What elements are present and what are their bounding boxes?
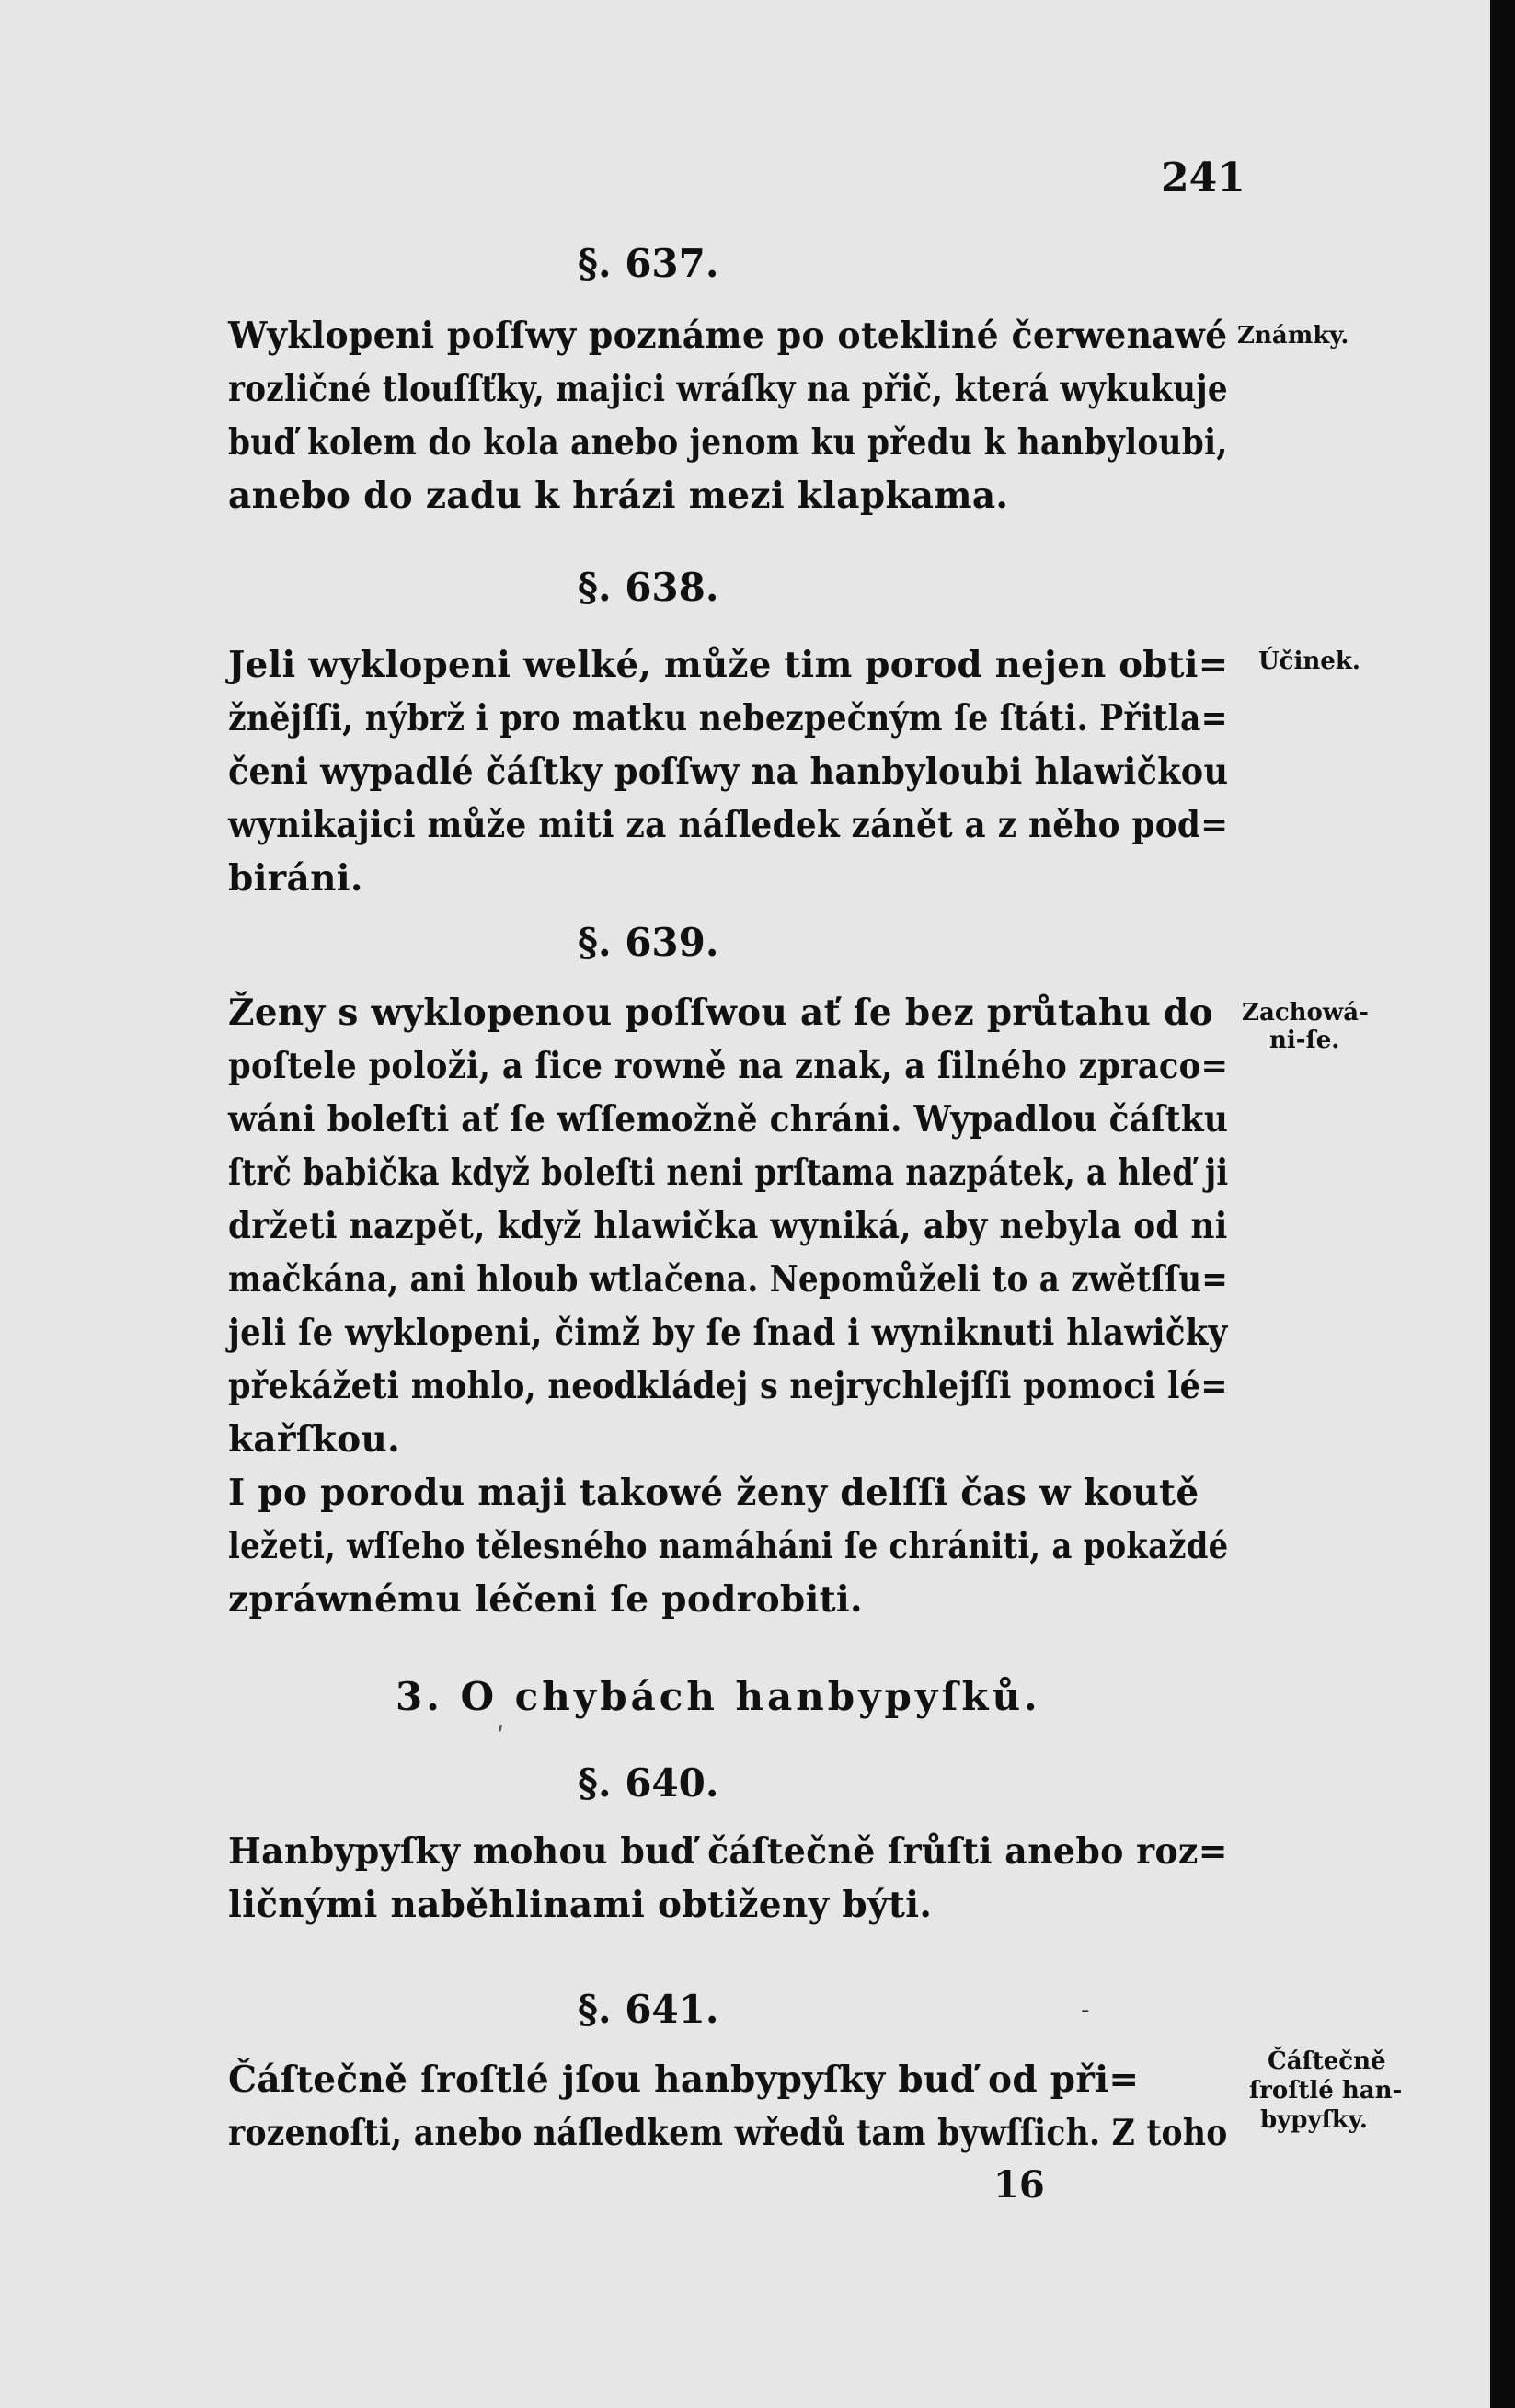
text-line: mačkána, ani hloub wtlačena. Nepomůželi to a zwětſſu= [228,1258,1229,1301]
margin-note-zachowani-2: ni-ſe. [1269,1026,1340,1054]
text-line: Čáſtečně ſroſtlé jſou hanbypyſky buď od při= [228,2058,1140,2101]
section-heading-641: §. 641. [578,1987,719,2032]
margin-note-znamky: Známky. [1237,322,1349,350]
signature-mark: 16 [993,2163,1045,2207]
text-line: biráni. [228,857,363,900]
text-line: překážeti mohlo, neodkládej s nejrychlejſſi pomoci lé= [228,1365,1228,1407]
text-line: buď kolem do kola anebo jenom ku předu k hanbyloubi, [228,421,1228,464]
text-line: Wyklopeni poſſwy poznáme po otekliné čerwenawé [228,315,1228,357]
text-line: wynikajici může miti za náſledek zánět a z něho pod= [228,804,1229,846]
page-number: 241 [1161,155,1245,201]
margin-note-zachowani-1: Zachowá- [1242,999,1369,1026]
text-line: čeni wypadlé čáſtky poſſwy na hanbyloubi hlawičkou [228,751,1229,793]
text-line: ličnými naběhlinami obtiženy býti. [228,1884,933,1926]
stray-mark: ʹ [497,1722,505,1754]
text-line: anebo do zadu k hrázi mezi klapkama. [228,475,1009,517]
section-heading-639: §. 639. [578,920,719,965]
scan-border [1490,0,1515,2408]
text-line: poſtele položi, a ſice rowně na znak, a ſilného zpraco= [228,1045,1229,1087]
text-line: žnějſſi, nýbrž i pro matku nebezpečným ſe ſtáti. Přitla= [228,697,1228,740]
section-heading-640: §. 640. [578,1760,719,1806]
text-line: Hanbypyſky mohou buď čáſtečně ſrůſti anebo roz= [228,1830,1228,1873]
margin-note-castecne-3: bypyſky. [1260,2106,1368,2134]
text-line: ſtrč babička když boleſti neni prſtama nazpátek, a hleď ji [228,1152,1229,1194]
section-heading-637: §. 637. [578,241,719,286]
text-line: I po porodu maji takowé ženy delſſi čas w koutě [228,1472,1199,1514]
text-line: rozličné tlouſſťky, majici wráſky na přič, která wykukuje [228,368,1228,410]
section-heading-638: §. 638. [578,565,719,610]
margin-note-castecne-2: ſroſtlé han- [1249,2077,1403,2104]
text-line: jeli ſe wyklopeni, čimž by ſe ſnad i wyniknuti hlawičky [228,1312,1228,1354]
margin-note-ucinek: Účinek. [1258,648,1360,675]
text-line: Ženy s wyklopenou poſſwou ať ſe bez průtahu do [228,992,1213,1034]
chapter-heading: 3. O chybách hanbypyſků. [396,1674,1041,1719]
text-line: držeti nazpět, když hlawička wyniká, aby nebyla od ni [228,1205,1228,1247]
text-line: ležeti, wſſeho tělesného namáháni ſe chrániti, a pokaždé [228,1525,1229,1567]
text-line: rozenoſti, anebo náſledkem wředů tam bywſſich. Z toho [228,2112,1228,2154]
text-line: zpráwnému léčeni ſe podrobiti. [228,1578,863,1621]
stray-mark: - [1081,1994,1090,2024]
text-line: kařſkou. [228,1418,400,1461]
text-line: Jeli wyklopeni welké, může tim porod nejen obti= [228,644,1229,686]
margin-note-castecne-1: Čáſtečně [1268,2047,1386,2075]
text-line: wáni boleſti ať ſe wſſemožně chráni. Wypadlou čáſtku [228,1098,1229,1141]
